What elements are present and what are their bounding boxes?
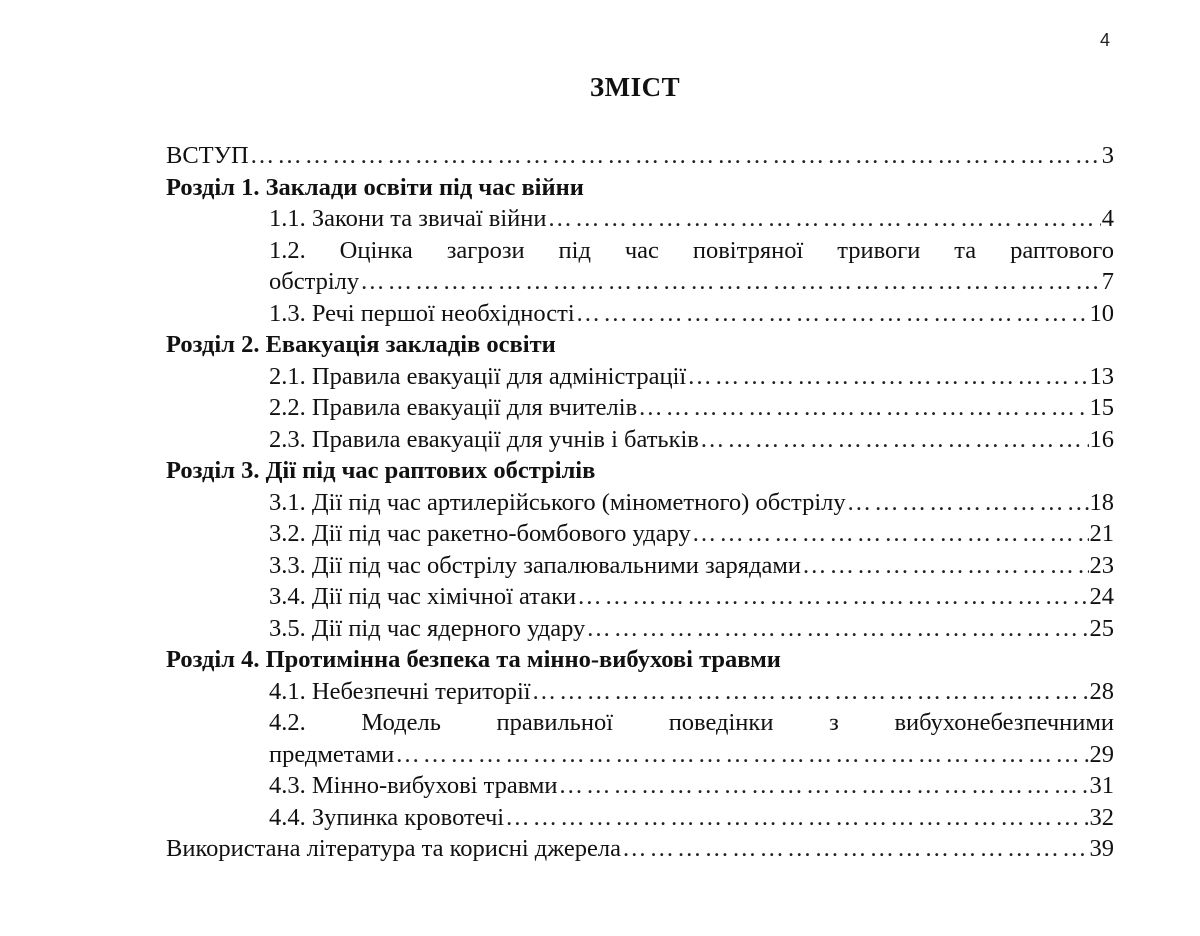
dot-leader: [638, 392, 1088, 424]
toc-entry-page: 3: [1101, 142, 1114, 169]
toc-entry[interactable]: [166, 235, 1114, 298]
dot-leader: [700, 424, 1089, 456]
toc-entry-page: 32: [1089, 803, 1114, 831]
toc-entry-label: 4.1. Небезпечні території: [269, 677, 531, 705]
toc-entry-label: 3.3. Дії під час обстрілу запалювальними зарядами: [269, 551, 801, 579]
toc-entry-label-line1: 4.2. Модель правильної поведінки з вибухонебезпечними: [269, 709, 1114, 736]
toc-entry[interactable]: [166, 487, 1114, 519]
toc-entry-references[interactable]: [166, 833, 1114, 865]
section-heading-label: Розділ 1. Заклади освіти під час війни: [166, 173, 584, 201]
dot-leader: [802, 550, 1089, 582]
toc-entry[interactable]: [166, 203, 1114, 235]
dot-leader: [360, 266, 1101, 298]
section-heading-label: Розділ 4. Протимінна безпека та мінно-вибухові травми: [166, 646, 781, 673]
dot-leader: [692, 518, 1089, 550]
toc-entry-label: 4.3. Мінно-вибухові травми: [269, 772, 558, 799]
page-number: 4: [1100, 30, 1111, 50]
toc-entry[interactable]: [166, 392, 1114, 424]
toc-entry-page: 29: [1089, 740, 1114, 768]
toc-entry-intro[interactable]: [166, 140, 1114, 172]
toc-entry-label: 1.1. Закони та звичаї війни: [269, 205, 547, 232]
toc-entry-page: 13: [1089, 362, 1114, 390]
toc-entry-label-line1: 1.2. Оцінка загрози під час повітряної тривоги та раптового: [269, 236, 1114, 264]
toc-entry-label: 3.4. Дії під час хімічної атаки: [269, 583, 577, 610]
toc-entry-page: 21: [1089, 520, 1114, 547]
toc-entry[interactable]: [166, 424, 1114, 456]
toc-section-heading[interactable]: [166, 172, 1114, 204]
toc-entry[interactable]: [166, 518, 1114, 550]
toc-entry-page: 23: [1089, 551, 1114, 579]
dot-leader: [395, 739, 1088, 771]
dot-leader: [547, 203, 1100, 235]
toc-entry[interactable]: [166, 802, 1114, 834]
toc-section-heading[interactable]: [166, 329, 1114, 361]
dot-leader: [576, 298, 1089, 330]
toc-entry-label: 2.3. Правила евакуації для учнів і батьків: [269, 425, 699, 453]
dot-leader: [687, 361, 1088, 393]
toc-entry[interactable]: [166, 613, 1114, 645]
toc-entry-page: 31: [1089, 772, 1114, 799]
toc-entry-page: 24: [1089, 583, 1114, 610]
page-title: ЗМІСТ: [589, 72, 681, 102]
toc-entry-label: 3.2. Дії під час ракетно-бомбового удару: [269, 520, 691, 547]
toc-entry-page: 4: [1101, 205, 1114, 232]
toc-entry-page: 15: [1089, 394, 1114, 421]
toc-entry-page: 18: [1089, 488, 1114, 516]
dot-leader: [847, 487, 1089, 519]
dot-leader: [250, 140, 1101, 172]
toc-entry-label: Використана література та корисні джерела: [166, 835, 621, 862]
dot-leader: [532, 676, 1089, 708]
toc-entry[interactable]: [166, 676, 1114, 708]
toc-entry-label: 4.4. Зупинка кровотечі: [269, 803, 505, 831]
toc-entry-page: 28: [1089, 677, 1114, 705]
toc-entry-page: 39: [1089, 835, 1114, 862]
toc-entry-page: 25: [1089, 614, 1114, 642]
toc-entry-label: 1.3. Речі першої необхідності: [269, 299, 575, 327]
toc-entry-label: 2.2. Правила евакуації для вчителів: [269, 394, 638, 421]
toc-entry-label: 3.5. Дії під час ядерного удару: [269, 614, 586, 642]
toc-section-heading[interactable]: [166, 644, 1114, 676]
toc-entry[interactable]: [166, 550, 1114, 582]
dot-leader: [559, 770, 1089, 802]
dot-leader: [586, 613, 1088, 645]
section-heading-label: Розділ 3. Дії під час раптових обстрілів: [166, 457, 596, 484]
section-heading-label: Розділ 2. Евакуація закладів освіти: [166, 331, 556, 358]
toc-entry[interactable]: [166, 770, 1114, 802]
toc-entry-label-line2: предметами: [269, 740, 395, 768]
dot-leader: [622, 833, 1089, 865]
toc-entry[interactable]: [166, 581, 1114, 613]
toc-entry-label-line2: обстрілу: [269, 268, 360, 295]
toc-entry[interactable]: [166, 298, 1114, 330]
toc-entry[interactable]: [166, 361, 1114, 393]
table-of-contents: [166, 140, 1114, 865]
toc-entry-label: 3.1. Дії під час артилерійського (мінометного) обстрілу: [269, 488, 846, 516]
toc-entry-page: 10: [1089, 299, 1114, 327]
toc-entry-label: 2.1. Правила евакуації для адміністрації: [269, 362, 687, 390]
toc-entry[interactable]: [166, 707, 1114, 770]
toc-entry-page: 16: [1089, 425, 1114, 453]
toc-entry-label: ВСТУП: [166, 142, 249, 169]
dot-leader: [577, 581, 1088, 613]
toc-entry-page: 7: [1101, 268, 1114, 295]
toc-section-heading[interactable]: [166, 455, 1114, 487]
dot-leader: [505, 802, 1088, 834]
